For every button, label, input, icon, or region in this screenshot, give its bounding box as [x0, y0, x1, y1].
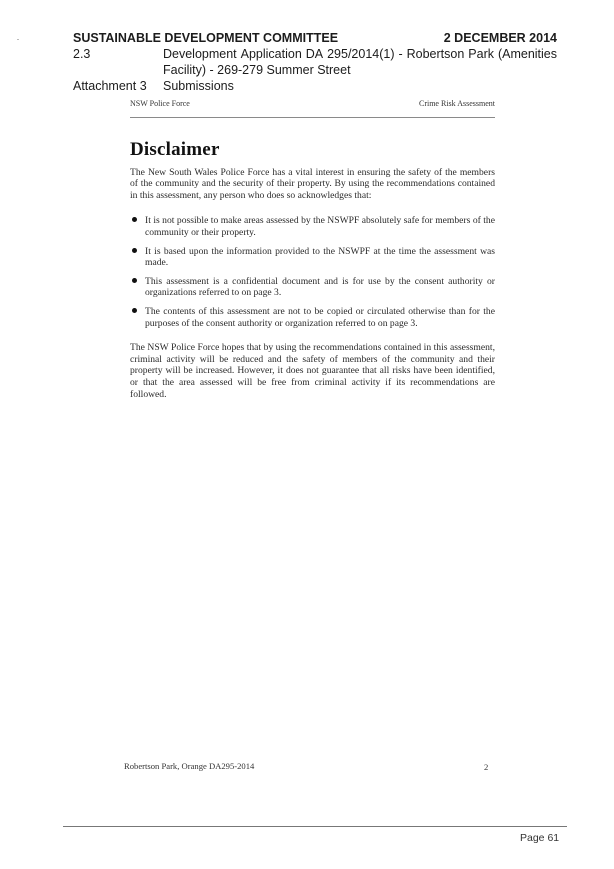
document-header: [130, 99, 495, 108]
organization-name: NSW Police Force: [130, 99, 190, 108]
list-item-text: The contents of this assessment are not to be copied or circulated otherwise than for the purposes of the consent authority or organization referred to on page 3.: [145, 305, 495, 329]
word: Development: [163, 47, 237, 61]
closing-paragraph: The NSW Police Force hopes that by using the recommendations contained in this assessment, criminal activity will be reduced and the safety of members of the community and their property will be increased. However, it does not guarantee that all risks have been identified, or that the area assessed will be free from criminal activity if its recommendations are followed.: [130, 342, 495, 400]
list-item: [130, 246, 495, 269]
bullet-icon: [132, 248, 137, 253]
list-item-text: This assessment is a confidential document and is for use by the consent authority or organizations referred to on page 3.: [145, 275, 495, 299]
item-number: 2.3: [73, 47, 91, 61]
item-title-line1: [163, 46, 557, 62]
meeting-date: 2 DECEMBER 2014: [443, 31, 557, 45]
document-page-number: 2: [484, 762, 489, 772]
word: 295/2014(1): [327, 47, 395, 61]
intro-paragraph: The New South Wales Police Force has a vital interest in ensuring the safety of the members of the community and the security of their property. By using the recommendations contained in this assessment, any person who does so acknowledges that:: [130, 166, 495, 201]
footer-divider: [63, 826, 567, 827]
agenda-header: [73, 30, 557, 94]
bullet-icon: [132, 217, 137, 222]
word: Robertson: [406, 47, 465, 61]
item-title-line2: Facility) - 269-279 Summer Street: [163, 63, 351, 77]
word: Application: [240, 47, 302, 61]
agenda-page-number: Page 61: [520, 832, 560, 844]
committee-row: [73, 30, 557, 46]
list-item: [130, 276, 495, 299]
list-item: [130, 215, 495, 238]
list-item: [130, 306, 495, 329]
word: (Amenities: [497, 47, 557, 61]
acknowledgement-list: [130, 215, 495, 329]
header-divider: [130, 117, 495, 118]
attachment-row: [73, 78, 557, 94]
section-title: Disclaimer: [130, 139, 220, 160]
item-title: [163, 46, 557, 78]
committee-name: SUSTAINABLE DEVELOPMENT COMMITTEE: [73, 31, 339, 45]
word: Park: [468, 47, 494, 61]
word: -: [398, 47, 403, 61]
bullet-icon: [132, 308, 137, 313]
bullet-icon: [132, 278, 137, 283]
document-type: Crime Risk Assessment: [418, 99, 495, 108]
list-item-text: It is based upon the information provided to the NSWPF at the time the assessment was made.: [145, 245, 495, 269]
attachment-label: Attachment 3: [73, 79, 147, 93]
list-item-text: It is not possible to make areas assessed by the NSWPF absolutely safe for members of the community or their property.: [145, 215, 495, 238]
document-footer-reference: Robertson Park, Orange DA295-2014: [124, 761, 255, 771]
word: DA: [305, 47, 324, 61]
item-row: [73, 46, 557, 78]
attachment-title: Submissions: [163, 79, 234, 93]
scan-mark: [17, 39, 19, 40]
disclaimer-section: [130, 139, 495, 400]
